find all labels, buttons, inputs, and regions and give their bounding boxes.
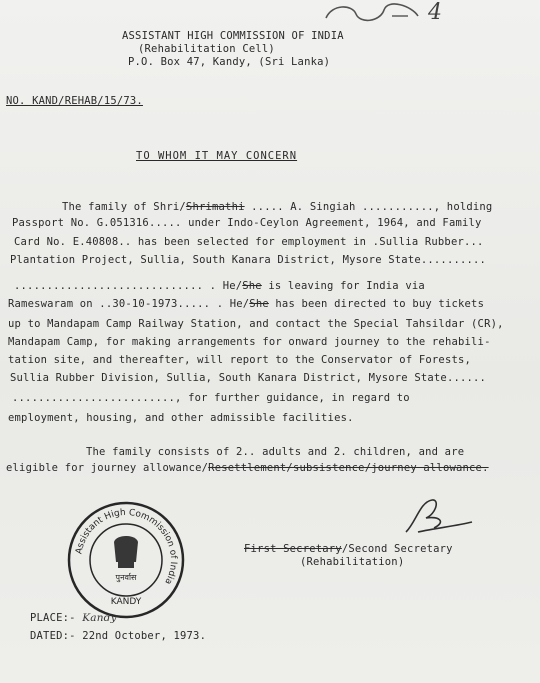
seal-ring-text: Assistant High Commission of India [74,507,179,586]
header-office: ASSISTANT HIGH COMMISSION OF INDIA [122,30,344,42]
body-line-13: The family consists of 2.. adults and 2. children, and are [86,446,465,458]
body-line-9: tation site, and thereafter, will report to the Conservator of Forests, [8,354,472,366]
body-line-4: Plantation Project, Sullia, South Kanara District, Mysore State.......... [10,254,487,266]
body-line-1: The family of Shri/Shrimathi ..... A. Singiah ..........., holding [62,201,493,213]
header-address: P.O. Box 47, Kandy, (Sri Lanka) [128,56,331,68]
body-line-6: Rameswaram on ..30-10-1973..... . He/She has been directed to buy tickets [8,298,485,310]
page-number-scribble [322,0,452,34]
body-line-7: up to Mandapam Camp Railway Station, and contact the Special Tahsildar (CR), [8,318,504,330]
signatory-title: First Secretary/Second Secretary [244,543,453,555]
seal-icon [66,500,186,620]
body-line-11: ........................., for further guidance, in regard to [12,392,410,404]
body-line-8: Mandapam Camp, for making arrangements for onward journey to the rehabili- [8,336,491,348]
body-line-10: Sullia Rubber Division, Sullia, South Kanara District, Mysore State...... [10,372,487,384]
place-line: PLACE:- Kandy [30,612,117,624]
body-line-2: Passport No. G.051316..... under Indo-Ceylon Agreement, 1964, and Family [12,217,482,229]
page-number: 4 [428,0,442,25]
seal-center-text: KANDY [110,597,142,607]
body-line-5: ............................. . He/She is leaving for India via [14,280,425,292]
signatory-department: (Rehabilitation) [300,556,405,568]
seal-inner-text: पुनर्वास [115,573,137,582]
file-reference: NO. KAND/REHAB/15/73. [6,95,143,107]
body-line-3: Card No. E.40808.. has been selected for employment in .Sullia Rubber... [14,236,484,248]
body-line-12: employment, housing, and other admissible facilities. [8,412,354,424]
signature-icon [396,492,476,542]
official-seal [66,500,186,620]
body-line-14: eligible for journey allowance/Resettlement/subsistence/journey allowance. [6,462,489,474]
header-section: (Rehabilitation Cell) [138,43,275,55]
dated-line: DATED:- 22nd October, 1973. [30,630,207,642]
salutation: TO WHOM IT MAY CONCERN [136,150,298,162]
